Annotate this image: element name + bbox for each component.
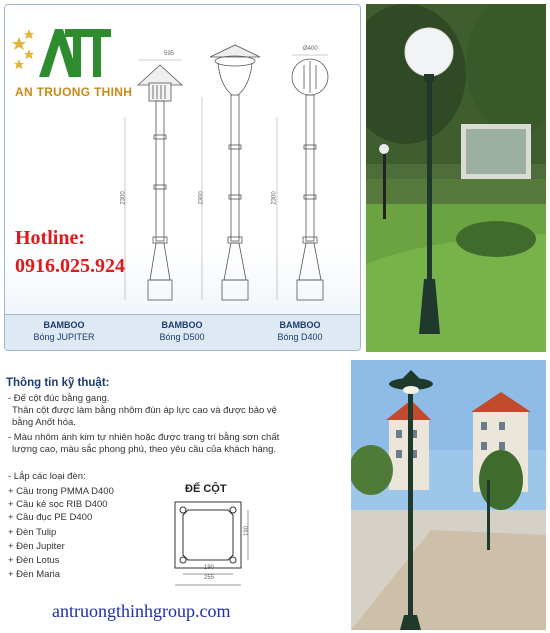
lamp-type-item: + Đèn Tulip (8, 527, 57, 538)
jupiter-post-drawing (138, 65, 182, 300)
caption-d500: BAMBOO Bóng D500 (159, 320, 205, 342)
lamp-type-item: + Cầu kẻ sọc RIB D400 (8, 499, 108, 510)
company-logo (9, 15, 119, 87)
dim-diameter-d400: Ø400 (303, 46, 318, 52)
lamp-drawing-panel (4, 4, 361, 351)
spec-line: lượng cao, màu sắc phong phú, theo yêu cầu của khách hàng. (12, 444, 276, 455)
lamp-type-item: + Đèn Lotus (8, 555, 60, 566)
d400-post-drawing (292, 59, 328, 300)
spec-line: - Đế cột đúc bằng gang. (8, 393, 110, 404)
spec-title: Thông tin kỹ thuật: (6, 377, 110, 389)
spec-line: Thân cột được làm bằng nhôm đùn áp lực cao và được bảo vệ (12, 405, 277, 416)
spec-line: bằng Anốt hóa. (12, 417, 76, 428)
hotline-label: Hotline: (15, 227, 85, 249)
caption-d400: BAMBOO Bóng D400 (277, 320, 323, 342)
lamp-types-title: - Lắp các loại đèn: (8, 471, 86, 482)
dim-height-jupiter: 2300 (120, 191, 127, 205)
base-dim-inner-width: 190 (204, 565, 215, 571)
hotline-number[interactable]: 0916.025.924 (15, 255, 125, 277)
lamp-type-item: + Đèn Jupiter (8, 541, 65, 552)
logo-letters-icon (39, 29, 111, 77)
logo-stars-icon (12, 29, 34, 69)
spec-line: - Màu nhôm ánh kim tự nhiên hoặc được trang trí bằng sơn chất (8, 432, 280, 443)
base-dim-inner-height: 190 (244, 525, 251, 537)
lamp-post-drawings (110, 25, 355, 310)
lamp-type-item: + Đèn Maria (8, 569, 61, 580)
base-title: ĐẾ CỘT (185, 483, 227, 495)
lamp-type-item: + Cầu đục PE D400 (8, 512, 93, 523)
base-dim-outer-width: 255 (204, 575, 215, 581)
caption-bar (5, 314, 360, 350)
website-link[interactable]: antruongthinhgroup.com (52, 601, 231, 621)
caption-jupiter: BAMBOO Bóng JUPITER (33, 320, 95, 342)
park-lamp-photo (366, 4, 546, 352)
d500-post-drawing (210, 45, 260, 300)
dim-height-d500: 2300 (198, 191, 205, 205)
lamp-type-item: + Cầu trong PMMA D400 (8, 486, 114, 497)
dim-width-jupiter: 595 (164, 51, 175, 57)
dim-height-d400: 2300 (271, 191, 278, 205)
street-lamp-photo (351, 360, 546, 630)
company-name: AN TRUONG THINH (15, 85, 133, 99)
